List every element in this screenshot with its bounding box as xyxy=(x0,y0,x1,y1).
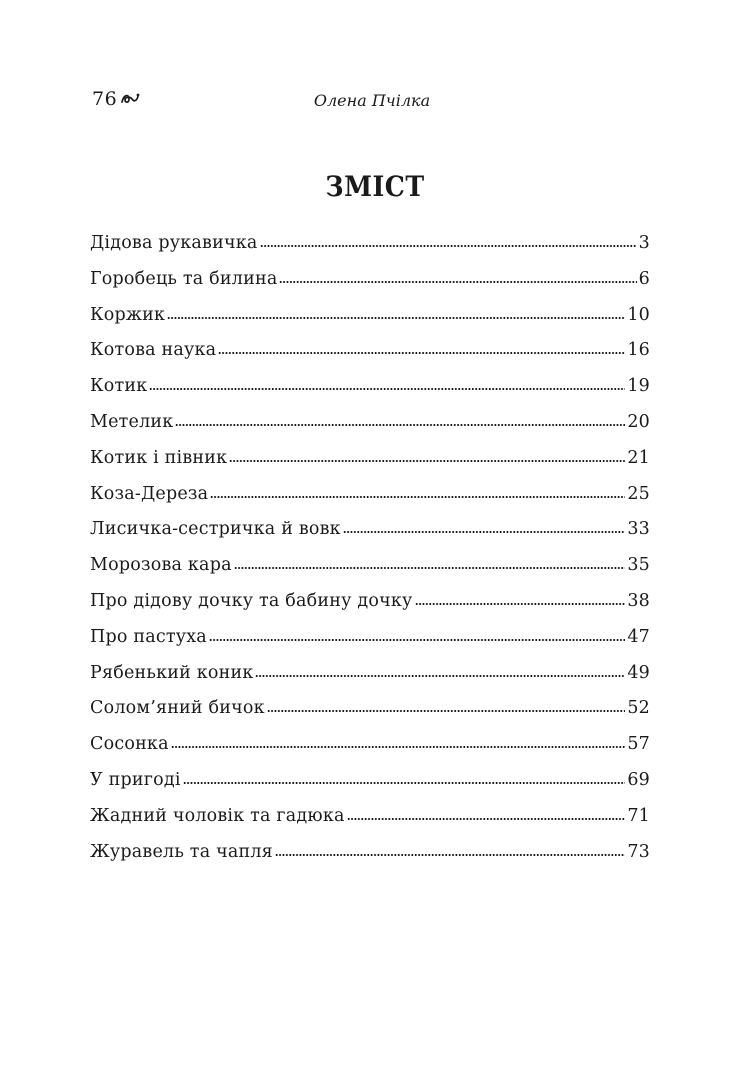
toc-entry-page: 38 xyxy=(627,590,650,611)
toc-entry xyxy=(90,305,650,341)
toc-entry-title: Котик і півник xyxy=(90,447,228,468)
toc-entry-title: Жадний чоловік та гадюка xyxy=(90,805,345,826)
running-header xyxy=(92,88,652,116)
toc-entry-page: 10 xyxy=(627,304,650,325)
toc-entry xyxy=(90,376,650,412)
toc-entry-title: Коза-Дереза xyxy=(90,483,209,504)
toc-entry xyxy=(90,484,650,520)
dot-leader xyxy=(234,566,626,570)
toc-entry xyxy=(90,233,650,269)
dot-leader xyxy=(210,495,625,499)
toc-entry-page: 69 xyxy=(627,769,650,790)
dot-leader xyxy=(260,244,637,248)
dot-leader xyxy=(347,817,626,821)
toc-entry-page: 19 xyxy=(627,376,650,397)
toc-entry-page: 25 xyxy=(627,483,650,504)
toc-entry-page: 57 xyxy=(627,734,650,755)
toc-entry xyxy=(90,627,650,663)
dot-leader xyxy=(167,316,625,320)
dot-leader xyxy=(255,674,625,678)
toc-entry-page: 52 xyxy=(627,698,650,719)
toc-entry xyxy=(90,806,650,842)
toc-entry-page: 20 xyxy=(627,411,650,432)
dot-leader xyxy=(267,709,626,713)
dot-leader xyxy=(279,280,636,284)
dot-leader xyxy=(229,459,625,463)
toc-entry-title: Про пастуха xyxy=(90,626,207,647)
toc-entry-page: 33 xyxy=(627,519,650,540)
page-number: 76 xyxy=(92,88,118,110)
toc-entry-page: 71 xyxy=(627,805,650,826)
toc-entry xyxy=(90,519,650,555)
dot-leader xyxy=(218,351,625,355)
toc-entry xyxy=(90,734,650,770)
toc-list xyxy=(90,233,650,877)
toc-entry-title: Горобець та билина xyxy=(90,268,278,289)
toc-entry-title: Котова наука xyxy=(90,340,217,361)
toc-entry-page: 16 xyxy=(627,340,650,361)
toc-entry-page: 3 xyxy=(638,233,650,253)
dot-leader xyxy=(275,853,625,857)
toc-entry xyxy=(90,555,650,591)
toc-entry-title: Журавель та чапля xyxy=(90,841,273,862)
toc-entry xyxy=(90,770,650,806)
toc-entry-title: Коржик xyxy=(90,304,166,325)
toc-entry xyxy=(90,842,650,878)
toc-entry-title: Дідова рукавичка xyxy=(90,233,258,253)
toc-entry xyxy=(90,663,650,699)
toc-entry-title: Лисичка-сестричка й вовк xyxy=(90,519,341,540)
toc-entry xyxy=(90,591,650,627)
toc-entry-title: Солом’яний бичок xyxy=(90,698,265,719)
toc-entry-title: У пригоді xyxy=(90,769,181,790)
toc-entry-page: 6 xyxy=(638,268,650,289)
dot-leader xyxy=(175,423,625,427)
toc-entry-title: Рябенький коник xyxy=(90,662,254,683)
toc-entry xyxy=(90,412,650,448)
toc-entry-page: 73 xyxy=(627,841,650,862)
dot-leader xyxy=(343,530,626,534)
toc-entry xyxy=(90,448,650,484)
toc-entry xyxy=(90,698,650,734)
dot-leader xyxy=(415,602,626,606)
dot-leader xyxy=(209,638,625,642)
toc-entry-page: 47 xyxy=(627,626,650,647)
toc-entry-page: 21 xyxy=(627,447,650,468)
dot-leader xyxy=(171,745,626,749)
toc-entry-title: Про дідову дочку та бабину дочку xyxy=(90,590,413,611)
toc-entry-page: 35 xyxy=(627,555,650,576)
toc-entry xyxy=(90,269,650,305)
toc-entry-title: Котик xyxy=(90,376,148,397)
running-header-author: Олена Пчілка xyxy=(313,91,431,110)
toc-entry-title: Метелик xyxy=(90,411,174,432)
dot-leader xyxy=(149,387,625,391)
toc-entry-title: Морозова кара xyxy=(90,555,232,576)
toc-entry-title: Сосонка xyxy=(90,734,169,755)
toc-entry-page: 49 xyxy=(627,662,650,683)
dot-leader xyxy=(183,781,626,785)
toc-title: ЗМІСТ xyxy=(325,170,425,203)
toc-entry xyxy=(90,340,650,376)
